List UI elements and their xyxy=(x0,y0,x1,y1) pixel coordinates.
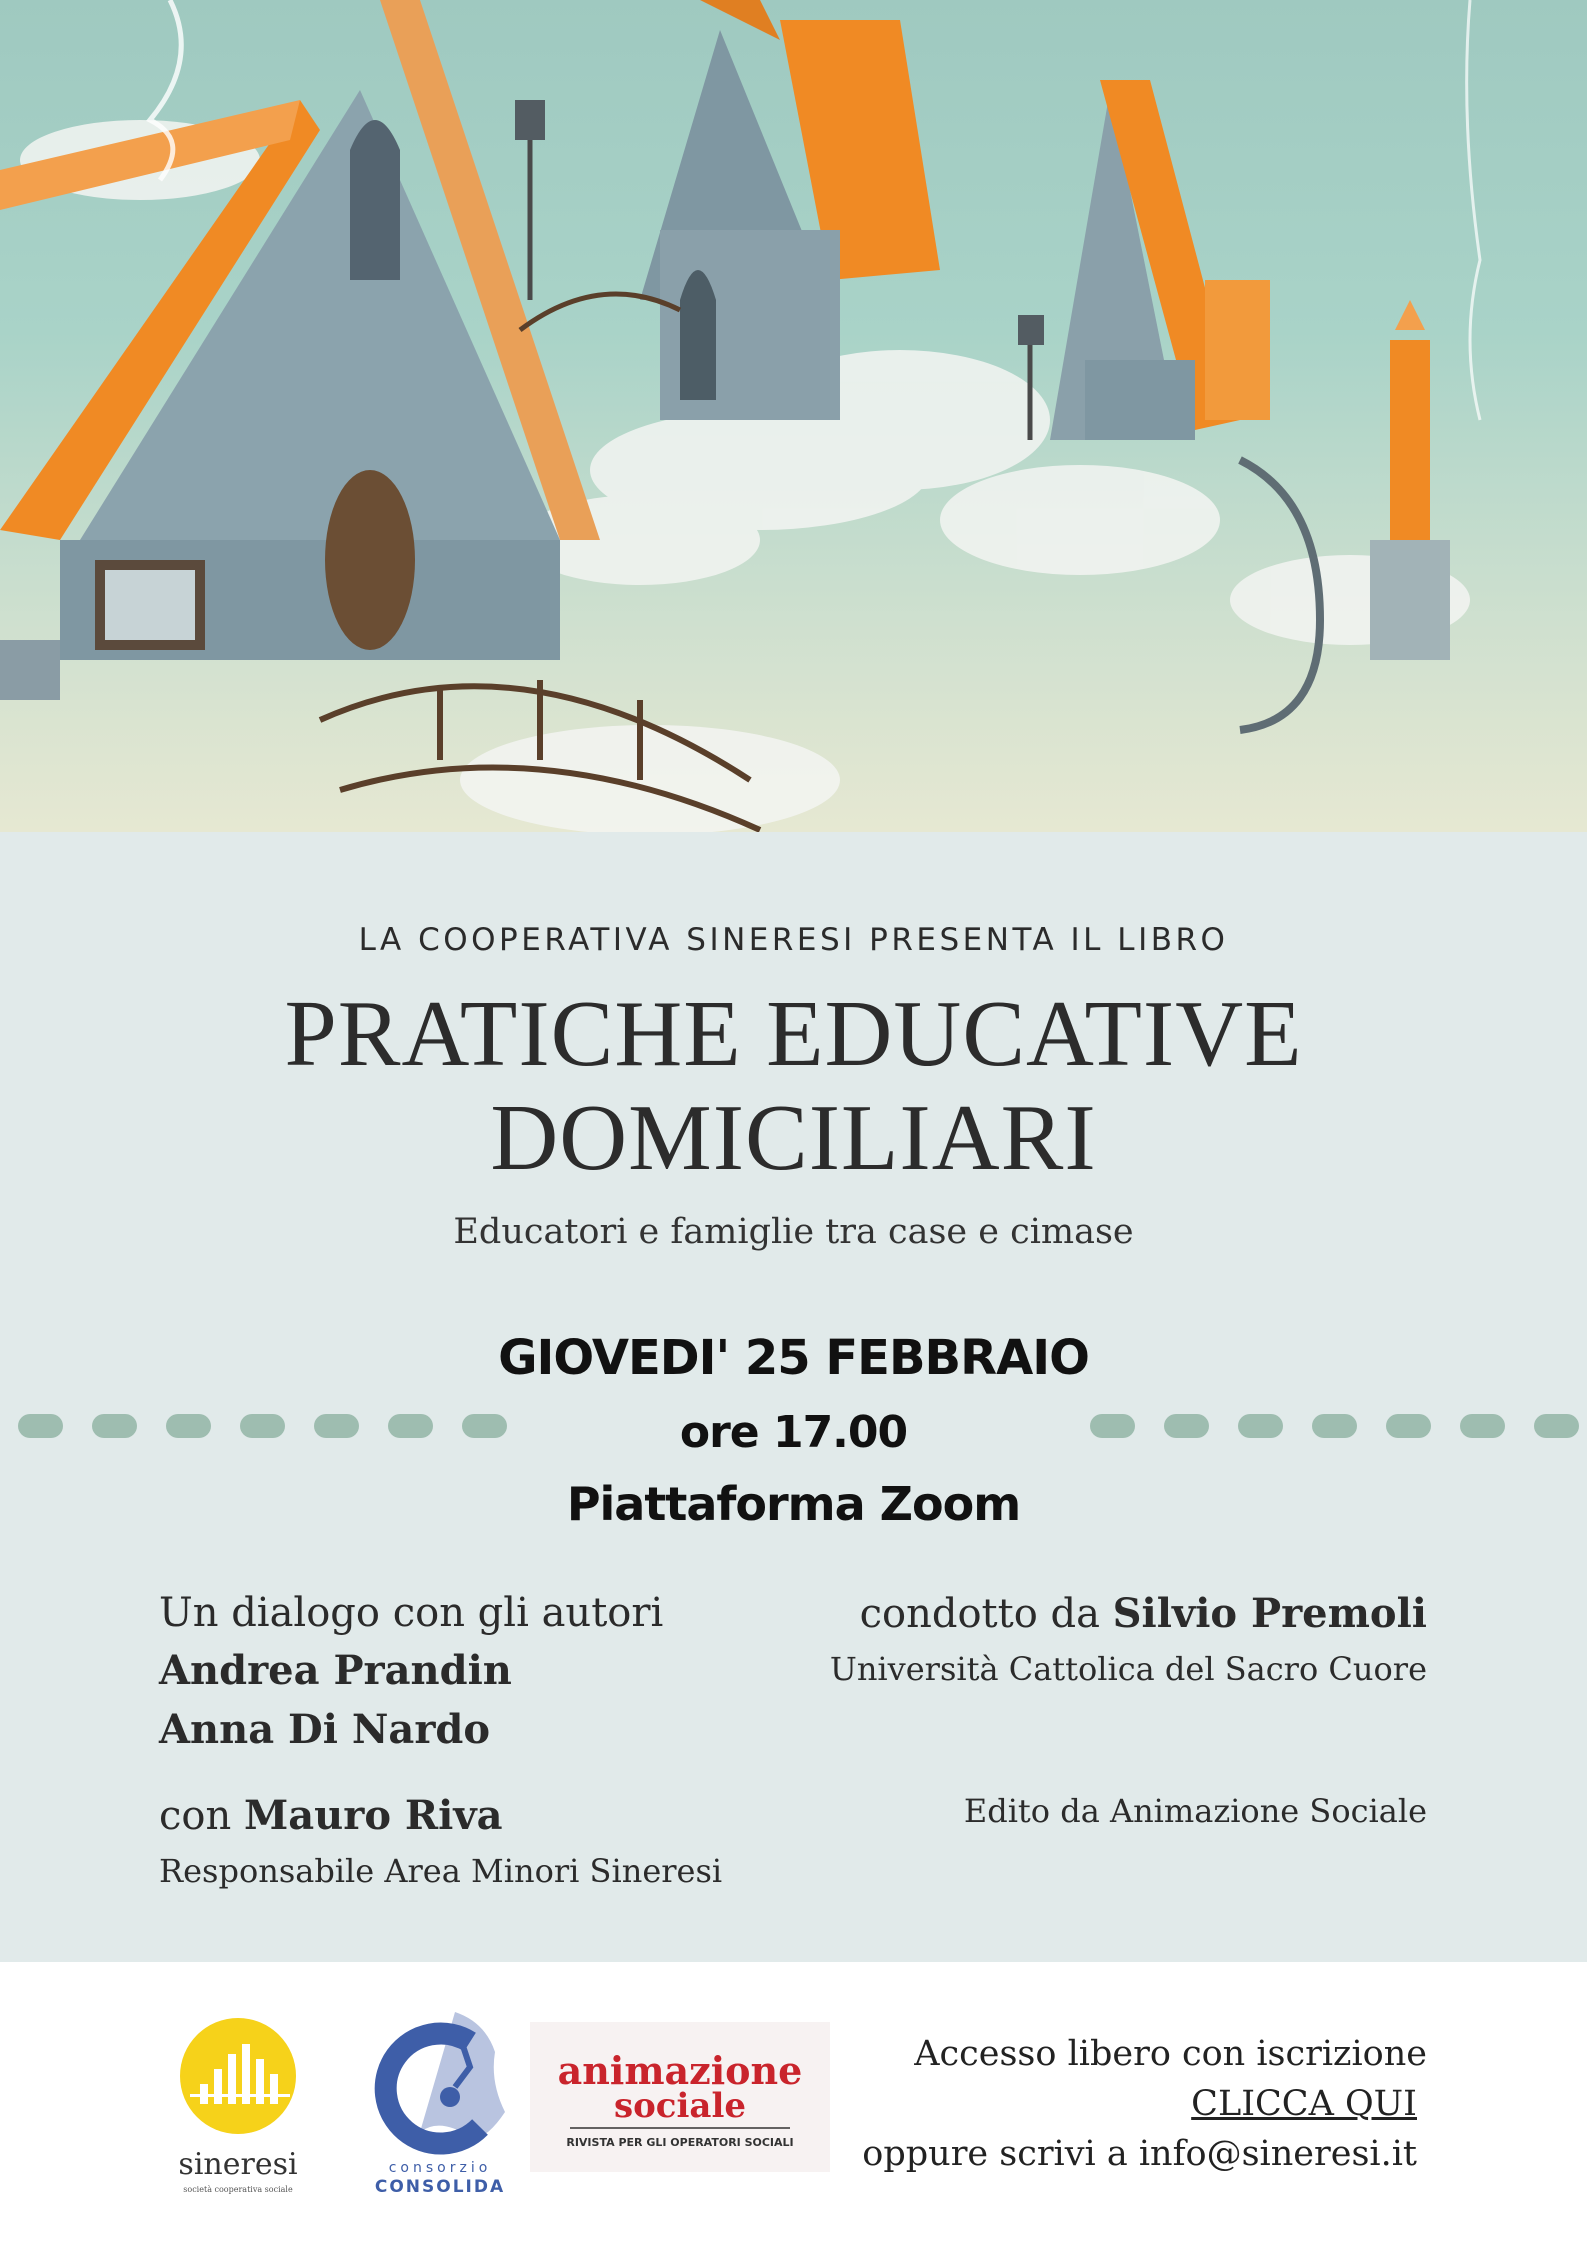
speaker-role: Responsabile Area Minori Sineresi xyxy=(159,1852,723,1890)
consolida-logo-line1: consorzio xyxy=(388,2160,492,2176)
signup-link[interactable]: CLICCA QUI xyxy=(1191,2084,1417,2124)
access-note: Accesso libero con iscrizione xyxy=(914,2034,1427,2074)
with-speaker xyxy=(159,1792,503,1839)
host-name: Silvio Premoli xyxy=(1112,1590,1427,1637)
big-house xyxy=(0,0,600,700)
event-date: GIOVEDI' 25 FEBBRAIO xyxy=(498,1330,1089,1386)
animazione-logo-tagline: RIVISTA PER GLI OPERATORI SOCIALI xyxy=(566,2136,794,2149)
sineresi-logo-name: sineresi xyxy=(178,2147,298,2182)
with-prefix: con xyxy=(159,1793,232,1839)
sineresi-logo xyxy=(170,2014,310,2204)
host-prefix: condotto da xyxy=(859,1591,1100,1637)
event-time: ore 17.00 xyxy=(679,1407,908,1458)
hero-illustration xyxy=(0,0,1587,832)
author-name: Andrea Prandin xyxy=(159,1647,512,1694)
host-affiliation: Università Cattolica del Sacro Cuore xyxy=(829,1650,1427,1688)
dash-divider-right xyxy=(1090,1414,1579,1438)
animazione-sociale-logo xyxy=(530,2022,830,2172)
book-title-line2: DOMICILIARI xyxy=(490,1086,1097,1190)
author-name: Anna Di Nardo xyxy=(159,1706,491,1753)
book-subtitle: Educatori e famiglie tra case e cimase xyxy=(453,1212,1134,1252)
info-panel xyxy=(0,832,1587,1962)
book-title xyxy=(0,982,1587,1190)
publisher-note: Edito da Animazione Sociale xyxy=(963,1792,1427,1830)
animazione-logo-line1: animazione xyxy=(557,2048,803,2093)
footer xyxy=(0,1962,1587,2245)
consolida-logo xyxy=(360,2002,520,2202)
event-place: Piattaforma Zoom xyxy=(566,1477,1021,1531)
book-title-line1: PRATICHE EDUCATIVE xyxy=(284,982,1303,1086)
host-line xyxy=(860,1590,1427,1637)
speaker-name: Mauro Riva xyxy=(243,1792,503,1839)
consolida-logo-line2: CONSOLIDA xyxy=(374,2177,506,2197)
animazione-logo-line2: sociale xyxy=(613,2086,747,2126)
contact-email[interactable]: oppure scrivi a info@sineresi.it xyxy=(862,2134,1417,2174)
kicker-text: LA COOPERATIVA SINERESI PRESENTA IL LIBRO xyxy=(358,922,1229,958)
dialogue-intro: Un dialogo con gli autori xyxy=(159,1590,664,1636)
sineresi-logo-tagline: società cooperativa sociale xyxy=(183,2185,293,2194)
floating-houses-illustration xyxy=(0,0,1587,832)
